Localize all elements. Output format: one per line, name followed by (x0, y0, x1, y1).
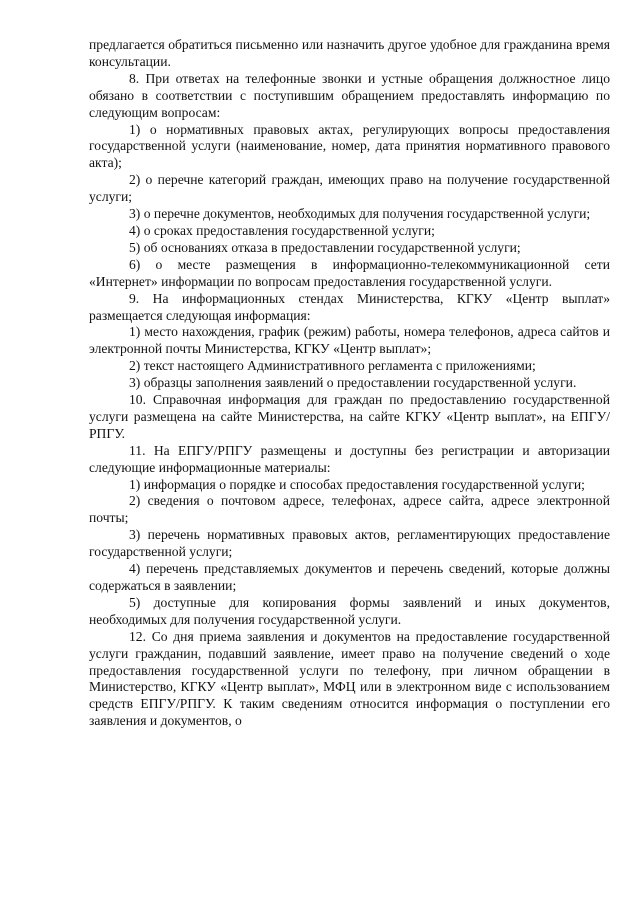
paragraph-9-2: 2) текст настоящего Административного регламента с приложениями; (129, 358, 536, 374)
paragraph-item-9: 9. На информационных стендах Министерства, КГКУ «Центр выплат» размещается следующая информация: (89, 290, 610, 323)
paragraph-item-8: 8. При ответах на телефонные звонки и устные обращения должностное лицо обязано в соответствии с поступившим обращением предоставлять информацию по следующим вопросам: (89, 70, 610, 120)
paragraph-11-2: 2) сведения о почтовом адресе, телефонах, адресе сайта, адресе электронной почты; (89, 493, 610, 526)
paragraph-item-10: 10. Справочная информация для граждан по предоставлению государственной услуги размещена на сайте Министерства, на сайте КГКУ «Центр выплат», на ЕПГУ/РПГУ. (89, 392, 610, 441)
paragraph-11-1: 1) информация о порядке и способах предоставления государственной услуги; (129, 476, 585, 492)
paragraph-item-11: 11. На ЕПГУ/РПГУ размещены и доступны без регистрации и авторизации следующие информационные материалы: (89, 442, 610, 475)
paragraph-8-3: 3) о перечне документов, необходимых для получения государственной услуги; (129, 206, 591, 222)
paragraph-8-2: 2) о перечне категорий граждан, имеющих право на получение государственной услуги; (89, 172, 610, 205)
paragraph-8-5: 5) об основаниях отказа в предоставлении государственной услуги; (129, 239, 521, 255)
document-page (89, 37, 610, 730)
paragraph-9-3: 3) образцы заполнения заявлений о предоставлении государственной услуги. (129, 375, 577, 391)
paragraph-8-6: 6) о месте размещения в информационно-телекоммуникационной сети «Интернет» информации по вопросам предоставления государственной услуги. (89, 256, 610, 289)
paragraph-9-1: 1) место нахождения, график (режим) работы, номера телефонов, адреса сайтов и электронной почты Министерства, КГКУ «Центр выплат»; (89, 324, 610, 357)
paragraph-item-12: 12. Со дня приема заявления и документов на предоставление государственной услуги гражданин, подавший заявление, имеет право на получение сведений о ходе предоставления государственной услуги по телефону, при личном обращении в Министерство, КГКУ «Центр выплат», МФЦ или в электронном виде с использованием средств ЕПГУ/РПГУ. К таким сведениям относится информация о поступлении его заявления и документов, о (89, 628, 610, 729)
paragraph-11-4: 4) перечень представляемых документов и перечень сведений, которые должны содержаться в заявлении; (89, 561, 610, 593)
paragraph-11-3: 3) перечень нормативных правовых актов, регламентирующих предоставление государственной услуги; (89, 527, 610, 560)
paragraph-8-4: 4) о сроках предоставления государственной услуги; (129, 222, 435, 238)
paragraph-8-1: 1) о нормативных правовых актах, регулирующих вопросы предоставления государственной услуги (наименование, номер, дата принятия нормативного правового акта); (89, 121, 610, 171)
paragraph-11-5: 5) доступные для копирования формы заявлений и иных документов, необходимых для получения государственной услуги. (89, 594, 610, 627)
paragraph-continuation: предлагается обратиться письменно или назначить другое удобное для гражданина время консультации. (89, 37, 610, 69)
